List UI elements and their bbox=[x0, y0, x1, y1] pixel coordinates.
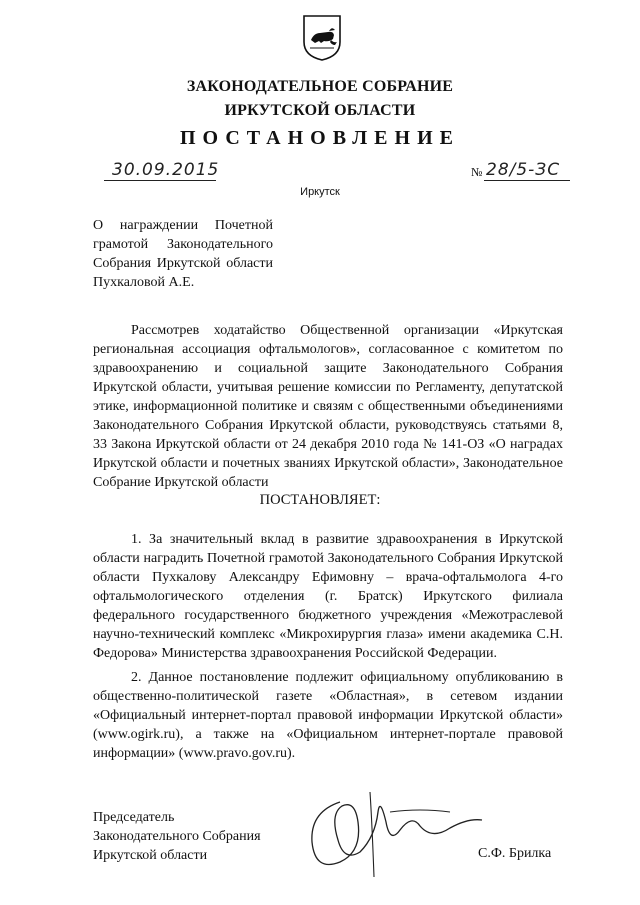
resolves-heading: ПОСТАНОВЛЯЕТ: bbox=[259, 492, 381, 508]
number-sign: № bbox=[471, 165, 483, 179]
city-label: Иркутск bbox=[300, 186, 340, 198]
resolution-item-1: 1. За значительный вклад в развитие здравоохранения в Иркутской области наградить Почетной грамотой Законодательного Собрания Иркутской области Пухкалову Александру Ефимовну – врача-офтальмолога 4-го офтальмологического отделения (г. Братск) Иркутского филиала федерального государственного бюджетного учреждения «Межотраслевой научно-технический комплекс «Микрохирургия глаза» имени академика С.Н. Федорова» Министерства здравоохранения Российской Федерации. bbox=[93, 532, 563, 661]
signatory-title-line1: Председатель bbox=[93, 810, 175, 825]
signatory-title-line3: Иркутской области bbox=[93, 848, 208, 863]
document-subject: О награждении Почетной грамотой Законодательного Собрания Иркутской области Пухкаловой А.Е. bbox=[93, 218, 273, 290]
resolution-item-2: 2. Данное постановление подлежит официальному опубликованию в общественно-политической газете «Областная», в сетевом издании «Официальный интернет-портал правовой информации Иркутской области» (www.ogirk.ru), а также на «Официальном интернет-портале правовой информации» (www.pravo.gov.ru). bbox=[93, 670, 563, 761]
number-underline bbox=[484, 180, 570, 181]
date-underline bbox=[104, 180, 216, 181]
coat-of-arms-emblem bbox=[302, 14, 342, 62]
document-date: 30.09.2015 bbox=[112, 160, 220, 180]
signatory-name: С.Ф. Брилка bbox=[478, 846, 552, 861]
preamble-paragraph: Рассмотрев ходатайство Общественной организации «Иркутская региональная ассоциация офтальмологов», согласованное с комитетом по здравоохранению и социальной защите Законодательного Собрания Иркутской области, учитывая решение комиссии по Регламенту, депутатской этике, информационной политике и связям с общественными объединениями Законодательного Собрания Иркутской области, руководствуясь статьями 8, 33 Закона Иркутской области от 24 декабря 2010 года № 141-ОЗ «О наградах Иркутской области и почетных званиях Иркутской области», Законодательное Собрание Иркутской области bbox=[93, 323, 563, 490]
handwritten-signature bbox=[300, 782, 490, 882]
organization-name-line1: ЗАКОНОДАТЕЛЬНОЕ СОБРАНИЕ bbox=[186, 78, 454, 95]
organization-name-line2: ИРКУТСКОЙ ОБЛАСТИ bbox=[224, 102, 416, 119]
document-number: 28/5-ЗС bbox=[486, 160, 561, 180]
signatory-title bbox=[93, 808, 261, 865]
document-type-title: ПОСТАНОВЛЕНИЕ bbox=[180, 127, 460, 149]
signatory-title-line2: Законодательного Собрания bbox=[93, 829, 261, 844]
